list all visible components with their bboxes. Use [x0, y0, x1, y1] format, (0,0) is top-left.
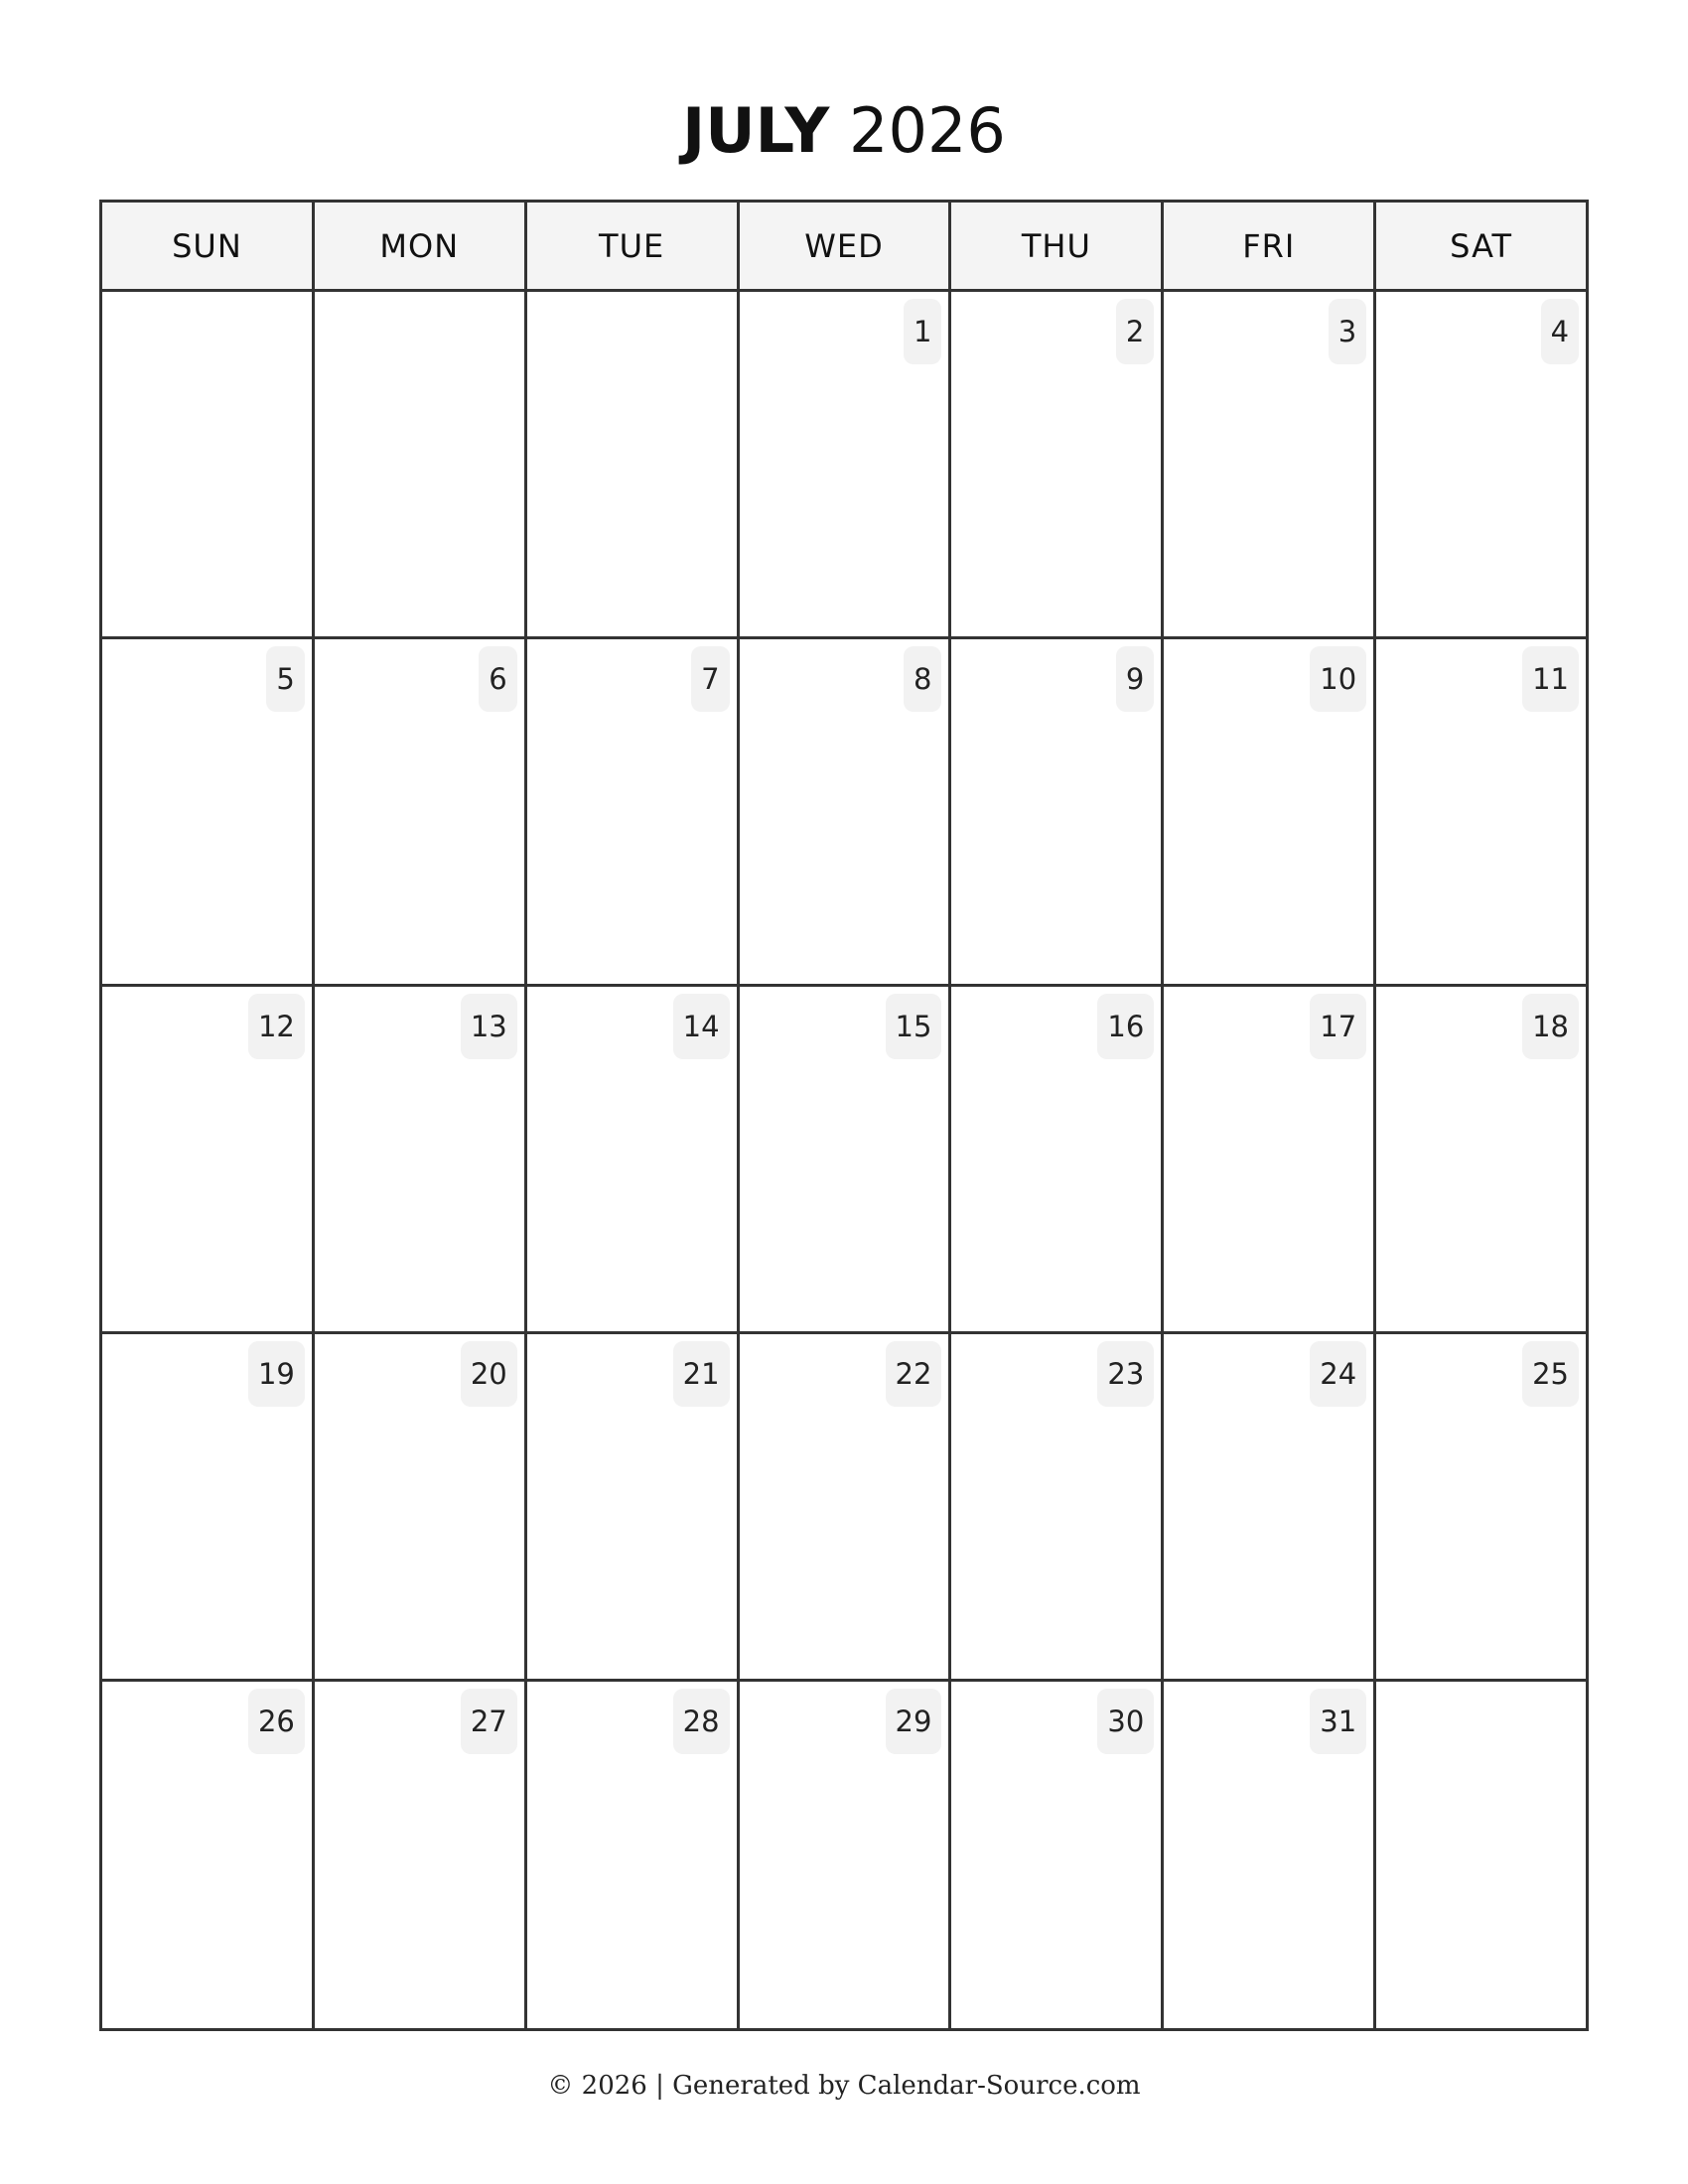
day-number: 20 [461, 1341, 517, 1407]
day-number: 10 [1310, 646, 1366, 712]
day-cell [315, 639, 527, 984]
day-cell [527, 639, 740, 984]
day-cell [951, 1682, 1164, 2028]
calendar-title [0, 91, 1688, 171]
day-number: 25 [1522, 1341, 1579, 1407]
day-cell [1164, 987, 1376, 1331]
day-number: 30 [1097, 1689, 1154, 1754]
day-cell [740, 1682, 952, 2028]
day-number: 21 [673, 1341, 730, 1407]
weekday-header-fri: FRI [1164, 203, 1376, 289]
week-row [102, 1682, 1586, 2028]
day-cell [951, 1334, 1164, 1679]
day-number: 31 [1310, 1689, 1366, 1754]
year-label: 2026 [849, 94, 1006, 167]
day-cell [951, 987, 1164, 1331]
day-cell [951, 292, 1164, 636]
weekday-header-thu: THU [951, 203, 1164, 289]
weekday-header-row [102, 203, 1586, 292]
day-cell [315, 292, 527, 636]
day-cell [1164, 639, 1376, 984]
weekday-header-tue: TUE [527, 203, 740, 289]
weekday-header-wed: WED [740, 203, 952, 289]
day-number: 15 [886, 994, 942, 1059]
day-number: 16 [1097, 994, 1154, 1059]
footer-credit: © 2026 | Generated by Calendar-Source.com [547, 2071, 1141, 2101]
weekday-header-sat: SAT [1450, 226, 1513, 265]
day-cell [102, 292, 315, 636]
day-number: 27 [461, 1689, 517, 1754]
month-name: JULY [682, 94, 830, 167]
day-cell [1376, 292, 1586, 636]
day-number: 3 [1329, 299, 1366, 364]
day-cell [527, 987, 740, 1331]
day-cell [527, 292, 740, 636]
day-number: 11 [1522, 646, 1579, 712]
week-row [102, 639, 1586, 987]
day-cell [1376, 639, 1586, 984]
week-row [102, 1334, 1586, 1682]
weekday-header-mon: MON [315, 203, 527, 289]
day-number: 8 [904, 646, 941, 712]
day-number: 5 [266, 646, 304, 712]
day-cell [1164, 1334, 1376, 1679]
day-number: 22 [886, 1341, 942, 1407]
day-number: 23 [1097, 1341, 1154, 1407]
day-number: 24 [1310, 1341, 1366, 1407]
day-cell [1164, 1682, 1376, 2028]
day-number: 29 [886, 1689, 942, 1754]
day-cell [740, 639, 952, 984]
calendar-grid [99, 200, 1589, 2031]
weekday-header-sun: SUN [102, 203, 315, 289]
day-cell [1376, 987, 1586, 1331]
day-number: 12 [248, 994, 305, 1059]
weeks-container [102, 292, 1586, 2028]
day-cell [102, 1334, 315, 1679]
day-cell [102, 639, 315, 984]
day-number: 14 [673, 994, 730, 1059]
day-cell [1164, 292, 1376, 636]
day-cell [102, 1682, 315, 2028]
day-cell [1376, 1682, 1586, 2028]
day-number: 18 [1522, 994, 1579, 1059]
day-cell [740, 1334, 952, 1679]
week-row [102, 292, 1586, 639]
day-cell [315, 1334, 527, 1679]
day-cell [102, 987, 315, 1331]
day-number: 7 [691, 646, 729, 712]
day-cell [951, 639, 1164, 984]
day-number: 2 [1116, 299, 1154, 364]
day-number: 26 [248, 1689, 305, 1754]
day-number: 6 [479, 646, 516, 712]
day-number: 1 [904, 299, 941, 364]
day-number: 19 [248, 1341, 305, 1407]
day-number: 4 [1541, 299, 1579, 364]
day-cell [315, 1682, 527, 2028]
day-number: 17 [1310, 994, 1366, 1059]
day-cell [740, 292, 952, 636]
day-cell [315, 987, 527, 1331]
day-cell [527, 1682, 740, 2028]
day-cell [527, 1334, 740, 1679]
day-number: 9 [1116, 646, 1154, 712]
day-cell [740, 987, 952, 1331]
day-number: 28 [673, 1689, 730, 1754]
week-row [102, 987, 1586, 1334]
day-cell [1376, 1334, 1586, 1679]
day-number: 13 [461, 994, 517, 1059]
